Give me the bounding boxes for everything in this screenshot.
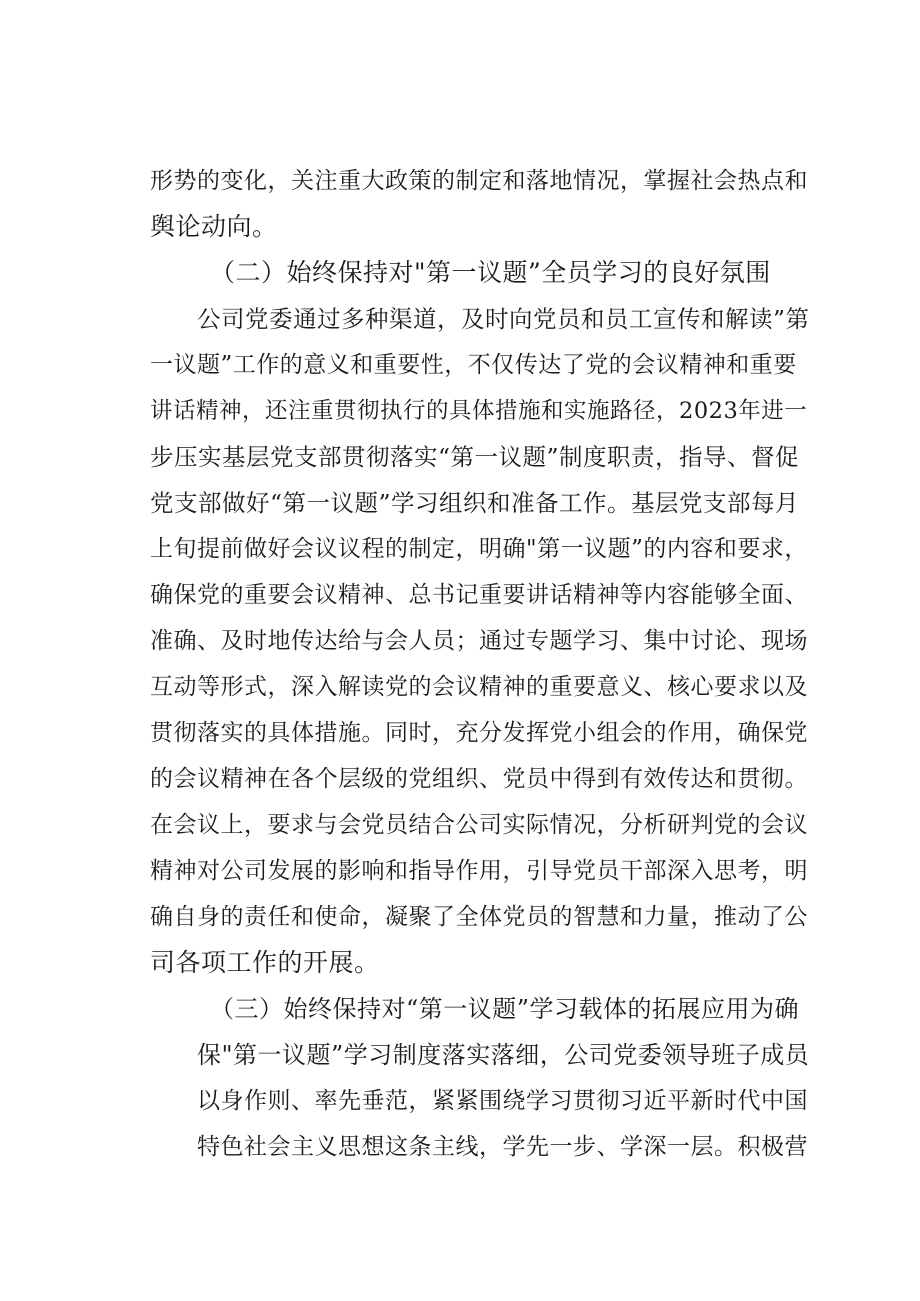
text-line: 以身作则、率先垂范，紧紧围绕学习贯彻习近平新时代中国 xyxy=(197,1088,808,1114)
text-line: 确保党的重要会议精神、总书记重要讲话精神等内容能够全面、 xyxy=(150,582,808,608)
text-line: 舆论动向。 xyxy=(150,212,278,241)
text-line: 精神对公司发展的影响和指导作用，引导党员干部深入思考，明 xyxy=(150,858,808,884)
text-line: 贯彻落实的具体措施。同时，充分发挥党小组会的作用，确保党 xyxy=(150,720,808,746)
text-line: 党支部做好“第一议题”学习组织和准备工作。基层党支部每月 xyxy=(150,489,800,517)
text-line: 步压实基层党支部贯彻落实“第一议题”制度职责，指导、督促 xyxy=(150,443,800,471)
section-heading: （三）始终保持对“第一议题”学习载体的拓展应用为确 xyxy=(210,995,800,1023)
text-line: 保"第一议题”学习制度落实落细，公司党委领导班子成员 xyxy=(197,1041,810,1069)
text-line: 一议题”工作的意义和重要性，不仅传达了党的会议精神和重要 xyxy=(150,352,797,378)
text-line: 司各项工作的开展。 xyxy=(150,948,380,977)
text-line: 讲话精神，还注重贯彻执行的具体措施和实施路径，2023年进一 xyxy=(150,398,808,424)
text-line: 在会议上，要求与会党员结合公司实际情况，分析研判党的会议 xyxy=(150,812,808,838)
text-line: 确自身的责任和使命，凝聚了全体党员的智慧和力量，推动了公 xyxy=(150,904,808,930)
section-heading: （二）始终保持对"第一议题”全员学习的良好氛围 xyxy=(210,258,771,287)
text-line: 的会议精神在各个层级的党组织、党员中得到有效传达和贯彻。 xyxy=(150,766,808,792)
text-line: 形势的变化，关注重大政策的制定和落地情况，掌握社会热点和 xyxy=(150,168,808,194)
text-line: 准确、及时地传达给与会人员；通过专题学习、集中讨论、现场 xyxy=(150,628,808,654)
text-line: 特色社会主义思想这条主线，学先一步、学深一层。积极营 xyxy=(197,1134,808,1160)
text-line: 互动等形式，深入解读党的会议精神的重要意义、核心要求以及 xyxy=(150,674,808,700)
text-line: 公司党委通过多种渠道，及时向党员和员工宣传和解读”第 xyxy=(197,305,810,333)
text-line: 上旬提前做好会议议程的制定，明确"第一议题”的内容和要求， xyxy=(150,536,808,562)
